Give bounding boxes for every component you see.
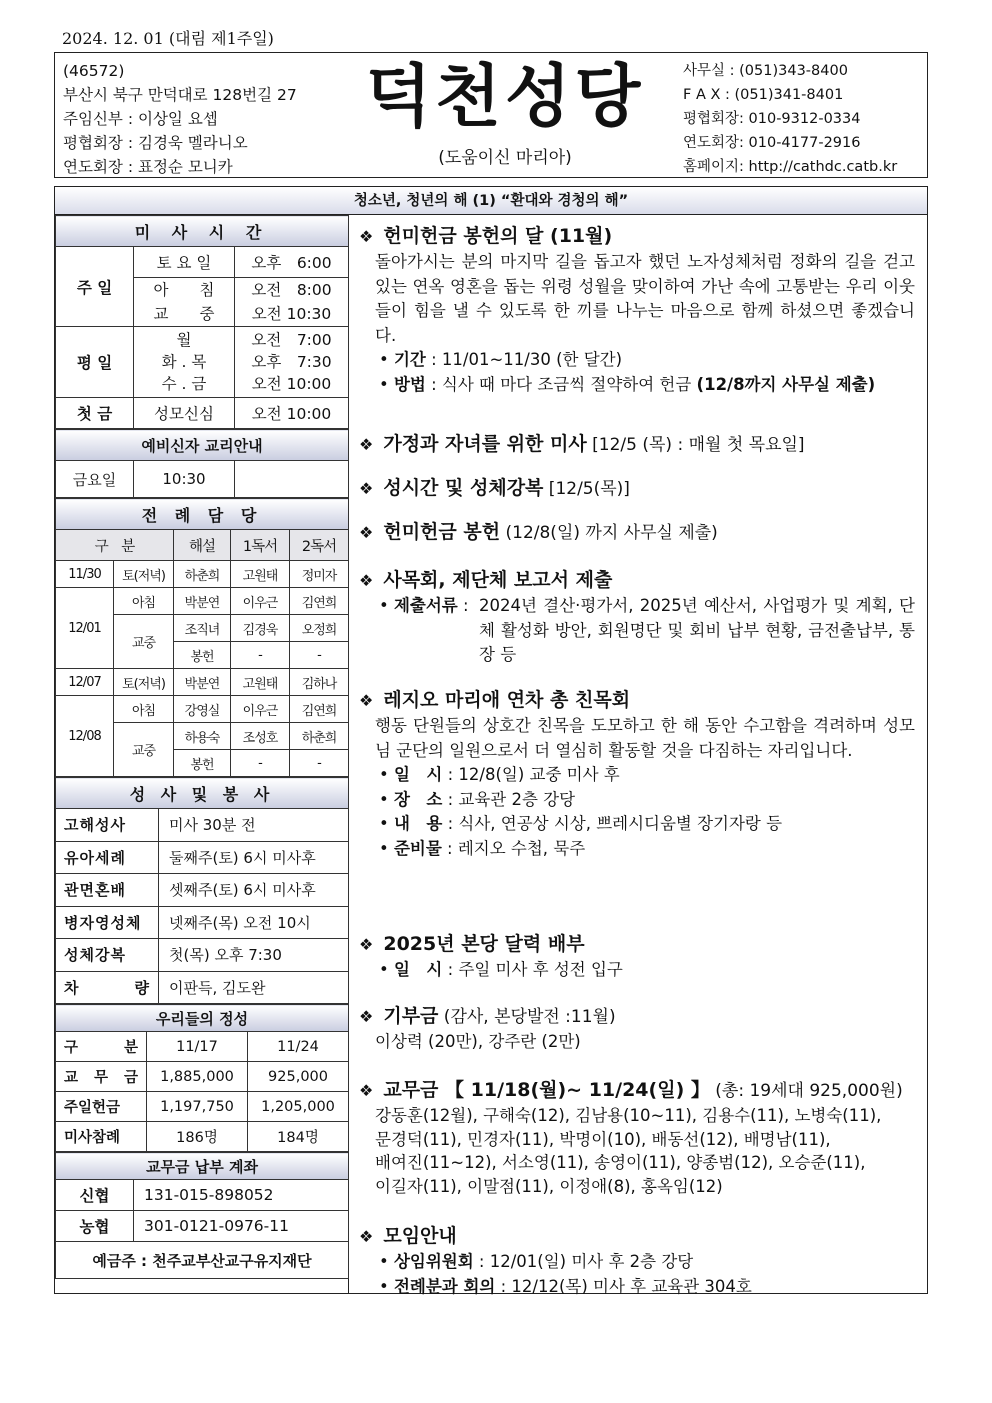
diamond-bullet-icon: ❖ xyxy=(359,479,374,498)
account-holder: 예금주 : 천주교부산교구유지재단 xyxy=(56,1242,349,1279)
lit-reader1: 이우근 xyxy=(231,696,290,723)
lit-date: 12/01 xyxy=(56,588,114,669)
lit-reader1: - xyxy=(231,642,290,669)
bullet-value: : 레지오 수첩, 묵주 xyxy=(441,838,586,858)
bullet-key: 내 용 xyxy=(393,814,443,833)
weekday-label: 평 일 xyxy=(56,327,134,398)
bullet-key: 준비물 xyxy=(393,838,442,858)
notice-body: 돌아가시는 분의 마지막 길을 돕고자 했던 노자성체처럼 정화의 길을 걷고 있는 연옥 영혼을 돕는 위령 성월을 맞이하여 가난 속에 고통받는 우리 이웃들이 힘을 낼 수 있도록 한 끼를 나누는 마음으로 함께 하셨으면 좋겠습니다. xyxy=(375,252,915,345)
lit-slot: 아침 xyxy=(114,588,174,615)
bullet-key: 장 소 xyxy=(393,789,443,809)
sac-value: 이판득, 김도완 xyxy=(159,971,349,1004)
lit-commentator: 하용숙 xyxy=(174,723,231,750)
sac-value: 첫(목) 오후 7:30 xyxy=(159,939,349,972)
catechumen-title: 예비신자 교리안내 xyxy=(56,430,349,461)
notice-tithe xyxy=(359,1077,915,1198)
notice-extra: (12/8(일) 까지 사무실 제출) xyxy=(500,523,718,543)
office-phone: 사무실 : (051)343-8400 xyxy=(683,63,848,79)
lit-date: 12/07 xyxy=(56,669,114,696)
bullet-value: : 주일 미사 후 성전 입구 xyxy=(442,960,623,979)
catechumen-extra xyxy=(235,461,349,498)
notice-calendar xyxy=(359,931,915,983)
fax: F A X : (051)341-8401 xyxy=(683,87,844,103)
sat-time: 오후 6:00 xyxy=(235,247,349,278)
lit-reader2: 김연희 xyxy=(290,588,349,615)
notice-holy-hour xyxy=(359,475,915,502)
lit-commentator: 하춘희 xyxy=(174,561,231,588)
lit-reader2: 김하나 xyxy=(290,669,349,696)
lit-reader2: 하춘희 xyxy=(290,723,349,750)
notice-bullet: • 일 시 : 12/8(일) 교중 미사 후 xyxy=(379,765,620,784)
table-row xyxy=(56,906,349,939)
notice-body: 이상력 (20만), 강주란 (2만) xyxy=(375,1032,581,1051)
notice-extra: [12/5(목)] xyxy=(543,479,630,499)
bullet-key: 제출서류 xyxy=(393,596,458,615)
account-number: 131-015-898052 xyxy=(134,1180,349,1211)
first-friday-label: 첫 금 xyxy=(56,398,134,429)
lit-reader1: 고원태 xyxy=(231,669,290,696)
table-row xyxy=(56,1062,349,1092)
diamond-bullet-icon: ❖ xyxy=(359,1007,374,1026)
notice-title: 가정과 자녀를 위한 미사 xyxy=(383,433,587,455)
offering-col-division: 구 분 xyxy=(56,1032,147,1062)
notice-donation xyxy=(359,1003,915,1055)
accounts-table xyxy=(55,1152,349,1279)
table-row xyxy=(56,939,349,972)
offering-label: 주일헌금 xyxy=(56,1092,147,1122)
lit-commentator: 강영실 xyxy=(174,696,231,723)
col-reading1: 1독서 xyxy=(231,530,290,561)
offering-label: 미사참례 xyxy=(56,1122,147,1152)
lit-slot: 교중 xyxy=(114,723,174,777)
lit-reader1: 조성호 xyxy=(231,723,290,750)
col-commentator: 해설 xyxy=(174,530,231,561)
sacraments-table xyxy=(55,777,349,1004)
liturgy-table xyxy=(55,498,349,777)
left-column xyxy=(55,215,349,1293)
lit-commentator: 박분연 xyxy=(174,588,231,615)
notice-title: 레지오 마리애 연차 총 친목회 xyxy=(383,689,631,711)
diamond-bullet-icon: ❖ xyxy=(359,691,374,710)
lit-commentator: 박분연 xyxy=(174,669,231,696)
notice-meetings xyxy=(359,1223,915,1299)
offering-value: 1,885,000 xyxy=(147,1062,248,1092)
lit-date: 12/08 xyxy=(56,696,114,777)
notice-extra: (총: 19세대 925,000원) xyxy=(709,1081,903,1101)
lit-reader2: 오정희 xyxy=(290,615,349,642)
offering-value: 1,197,750 xyxy=(147,1092,248,1122)
lit-reader2: - xyxy=(290,642,349,669)
tithe-line: 강동훈(12월), 구해숙(12), 김남용(10~11), 김용수(11), 노병숙(11), xyxy=(375,1106,882,1125)
offering-value: 925,000 xyxy=(248,1062,349,1092)
notice-reports xyxy=(359,567,915,668)
bullet-key: 일 시 xyxy=(393,765,443,784)
bank-name: 농협 xyxy=(56,1211,134,1242)
weekday-times: 오전 7:00 오후 7:30 오전 10:00 xyxy=(235,327,349,398)
council-phone: 평협회장: 010-9312-0334 xyxy=(683,111,861,127)
diamond-bullet-icon: ❖ xyxy=(359,1227,374,1246)
address: 부산시 북구 만덕대로 128번길 27 xyxy=(63,86,297,104)
lit-offertory-label: 봉헌 xyxy=(174,642,231,669)
notice-offering-submit xyxy=(359,519,915,546)
lit-reader1: 김경욱 xyxy=(231,615,290,642)
lit-reader2: 정미자 xyxy=(290,561,349,588)
bullet-emphasis: (12/8까지 사무실 제출) xyxy=(696,374,876,394)
sunday-label: 주 일 xyxy=(56,247,134,327)
lit-reader2: 김연희 xyxy=(290,696,349,723)
diamond-bullet-icon: ❖ xyxy=(359,435,374,454)
bank-name: 신협 xyxy=(56,1180,134,1211)
offering-col-week2: 11/24 xyxy=(248,1032,349,1062)
offering-label: 교 무 금 xyxy=(56,1062,147,1092)
table-row xyxy=(56,809,349,842)
liturgy-title: 전 례 담 당 xyxy=(56,499,349,530)
sac-label: 차 량 xyxy=(56,971,159,1004)
bulletin-header xyxy=(54,52,928,178)
notice-title: 모임안내 xyxy=(383,1225,457,1247)
diamond-bullet-icon: ❖ xyxy=(359,227,374,246)
sac-label: 병자영성체 xyxy=(56,906,159,939)
diamond-bullet-icon: ❖ xyxy=(359,571,374,590)
bullet-key: 기간 xyxy=(393,350,426,369)
notice-bullet: • 기간 : 11/01~11/30 (한 달간) xyxy=(379,350,623,369)
notice-title: 사목회, 제단체 보고서 제출 xyxy=(383,569,613,591)
table-row xyxy=(56,1211,349,1242)
sac-value: 셋째주(토) 6시 미사후 xyxy=(159,874,349,907)
pastor: 주임신부 : 이상일 요셉 xyxy=(63,110,218,128)
notice-body: 행동 단원들의 상호간 친목을 도모하고 한 해 동안 수고함을 격려하며 성모님 군단의 일원으로서 더 열심히 활동할 것을 다짐하는 자리입니다. xyxy=(375,716,915,760)
council-president: 평협회장 : 김경욱 멜라니오 xyxy=(63,134,248,152)
table-row xyxy=(56,1032,349,1062)
notice-title: 헌미헌금 봉헌의 달 (11월) xyxy=(383,225,613,247)
bullet-value: : 12/12(목) 미사 후 교육관 304호 xyxy=(495,1276,752,1296)
first-friday-day: 성모신심 xyxy=(134,398,235,429)
catechumen-table xyxy=(55,429,349,498)
sacraments-title: 성 사 및 봉 사 xyxy=(56,778,349,809)
bulletin-date: 2024. 12. 01 (대림 제1주일) xyxy=(62,29,274,48)
sat-day: 토 요 일 xyxy=(134,247,235,278)
bullet-value: : 교육관 2층 강당 xyxy=(442,789,576,809)
notice-bullet: • 장 소 : 교육관 2층 강당 xyxy=(379,789,576,809)
lit-date: 11/30 xyxy=(56,561,114,588)
bullet-key: 전례분과 회의 xyxy=(393,1276,496,1296)
notice-title: 교무금 【 11/18(월)~ 11/24(일) 】 xyxy=(383,1079,710,1101)
sac-label: 고해성사 xyxy=(56,809,159,842)
accounts-title: 교무금 납부 계좌 xyxy=(56,1153,349,1180)
notice-extra: [12/5 (목) : 매월 첫 목요일] xyxy=(586,435,805,455)
diamond-bullet-icon: ❖ xyxy=(359,935,374,954)
table-row xyxy=(56,669,349,696)
sac-value: 둘째주(토) 6시 미사후 xyxy=(159,841,349,874)
col-reading2: 2독서 xyxy=(290,530,349,561)
memorial-phone: 연도회장: 010-4177-2916 xyxy=(683,135,861,151)
offering-value: 1,205,000 xyxy=(248,1092,349,1122)
catechumen-day: 금요일 xyxy=(56,461,134,498)
table-row xyxy=(56,1180,349,1211)
col-division: 구 분 xyxy=(56,530,174,561)
contact-info xyxy=(683,59,897,179)
mass-times-table xyxy=(55,215,349,429)
tithe-line: 배여진(11~12), 서소영(11), 송영이(11), 양종범(12), 오승준(11), xyxy=(375,1153,866,1172)
sunday-times: 오전 8:00 오전 10:30 xyxy=(235,278,349,327)
lit-reader1: 이우근 xyxy=(231,588,290,615)
table-row xyxy=(56,971,349,1004)
table-row xyxy=(56,1092,349,1122)
lit-slot: 교중 xyxy=(114,615,174,669)
account-number: 301-0121-0976-11 xyxy=(134,1211,349,1242)
notice-title: 기부금 xyxy=(383,1005,439,1027)
diamond-bullet-icon: ❖ xyxy=(359,1081,374,1100)
notice-title: 헌미헌금 봉헌 xyxy=(383,521,501,543)
notice-bullet: • 상임위원회 : 12/01(일) 미사 후 2층 강당 xyxy=(379,1252,694,1271)
offering-table xyxy=(55,1004,349,1152)
table-row xyxy=(56,874,349,907)
table-row xyxy=(56,1122,349,1152)
memorial-president: 연도회장 : 표정순 모니카 xyxy=(63,158,233,176)
sunday-days: 아 침 교 중 xyxy=(134,278,235,327)
lit-commentator: 조직녀 xyxy=(174,615,231,642)
catechumen-time: 10:30 xyxy=(134,461,235,498)
table-row xyxy=(56,561,349,588)
sac-label: 성체강복 xyxy=(56,939,159,972)
parish-patron: (도움이신 마리아) xyxy=(438,148,572,168)
lit-slot: 토(저녁) xyxy=(114,669,174,696)
offering-value: 184명 xyxy=(248,1122,349,1152)
notice-family-mass xyxy=(359,431,915,458)
lit-slot: 토(저녁) xyxy=(114,561,174,588)
parish-info xyxy=(63,59,297,179)
sac-label: 관면혼배 xyxy=(56,874,159,907)
table-row xyxy=(56,696,349,723)
offering-value: 186명 xyxy=(147,1122,248,1152)
notice-bullet: • 준비물 : 레지오 수첩, 묵주 xyxy=(379,838,586,858)
notice-title: 2025년 본당 달력 배부 xyxy=(383,933,585,955)
bullet-value: : 12/01(일) 미사 후 2층 강당 xyxy=(473,1252,694,1271)
weekday-days: 월 화 . 목 수 . 금 xyxy=(134,327,235,398)
tithe-line: 이길자(11), 이말점(11), 이정애(8), 홍옥임(12) xyxy=(375,1176,723,1196)
notice-extra: (감사, 본당발전 :11월) xyxy=(438,1007,616,1027)
postal-code: (46572) xyxy=(63,62,125,80)
notice-title: 성시간 및 성체강복 xyxy=(383,477,544,499)
table-row xyxy=(56,841,349,874)
parish-title: 덕천성당 xyxy=(365,58,645,137)
lit-reader1: - xyxy=(231,750,290,777)
notice-offering-month xyxy=(359,223,915,397)
sac-value: 미사 30분 전 xyxy=(159,809,349,842)
notice-bullet: • 내 용 : 식사, 연공상 시상, 쁘레시디움별 장기자랑 등 xyxy=(379,814,783,833)
bullet-value: : 12/8(일) 교중 미사 후 xyxy=(442,765,620,784)
bullet-key: 일 시 xyxy=(393,960,443,979)
notice-bullet: • 제출서류 : 2024년 결산·평가서, 2025년 예산서, 사업평가 및 계획, 단체 활성화 방안, 회원명단 및 회비 납부 현황, 금전출납부, 통장 등 xyxy=(359,594,915,668)
year-theme: 청소년, 청년의 해 (1) “환대와 경청의 해” xyxy=(55,187,927,215)
bullet-value: 2024년 결산·평가서, 2025년 예산서, 사업평가 및 계획, 단체 활성화 방안, 회원명단 및 회비 납부 현황, 금전출납부, 통장 등 xyxy=(479,596,915,664)
notice-legio xyxy=(359,687,915,861)
notice-bullet: • 일 시 : 주일 미사 후 성전 입구 xyxy=(379,960,623,979)
sac-value: 넷째주(목) 오전 10시 xyxy=(159,906,349,939)
bulletin-body xyxy=(54,186,928,1294)
notices-column xyxy=(349,215,927,1296)
bullet-value: : 식사 때 마다 조금씩 절약하여 헌금 xyxy=(425,374,697,394)
first-friday-time: 오전 10:00 xyxy=(235,398,349,429)
lit-offertory-label: 봉헌 xyxy=(174,750,231,777)
diamond-bullet-icon: ❖ xyxy=(359,523,374,542)
bullet-value: : 11/01~11/30 (한 달간) xyxy=(425,350,623,369)
notice-bullet: • 방법 : 식사 때 마다 조금씩 절약하여 헌금 (12/8까지 사무실 제출) xyxy=(379,374,876,394)
notice-bullet: • 전례분과 회의 : 12/12(목) 미사 후 교육관 304호 xyxy=(379,1276,752,1296)
bullet-value: : 식사, 연공상 시상, 쁘레시디움별 장기자랑 등 xyxy=(442,814,783,833)
lit-slot: 아침 xyxy=(114,696,174,723)
bullet-key: 상임위원회 xyxy=(393,1252,474,1271)
offering-title: 우리들의 정성 xyxy=(56,1005,349,1032)
bullet-key: 방법 xyxy=(393,374,426,394)
lit-reader2: - xyxy=(290,750,349,777)
tithe-line: 문경덕(11), 민경자(11), 박명이(10), 배동선(12), 배명남(11), xyxy=(375,1129,831,1149)
sac-label: 유아세례 xyxy=(56,841,159,874)
homepage-link[interactable]: 홈페이지: http://cathdc.catb.kr xyxy=(683,159,898,175)
table-row xyxy=(56,588,349,615)
offering-col-week1: 11/17 xyxy=(147,1032,248,1062)
lit-reader1: 고원태 xyxy=(231,561,290,588)
mass-times-title: 미 사 시 간 xyxy=(56,216,349,247)
